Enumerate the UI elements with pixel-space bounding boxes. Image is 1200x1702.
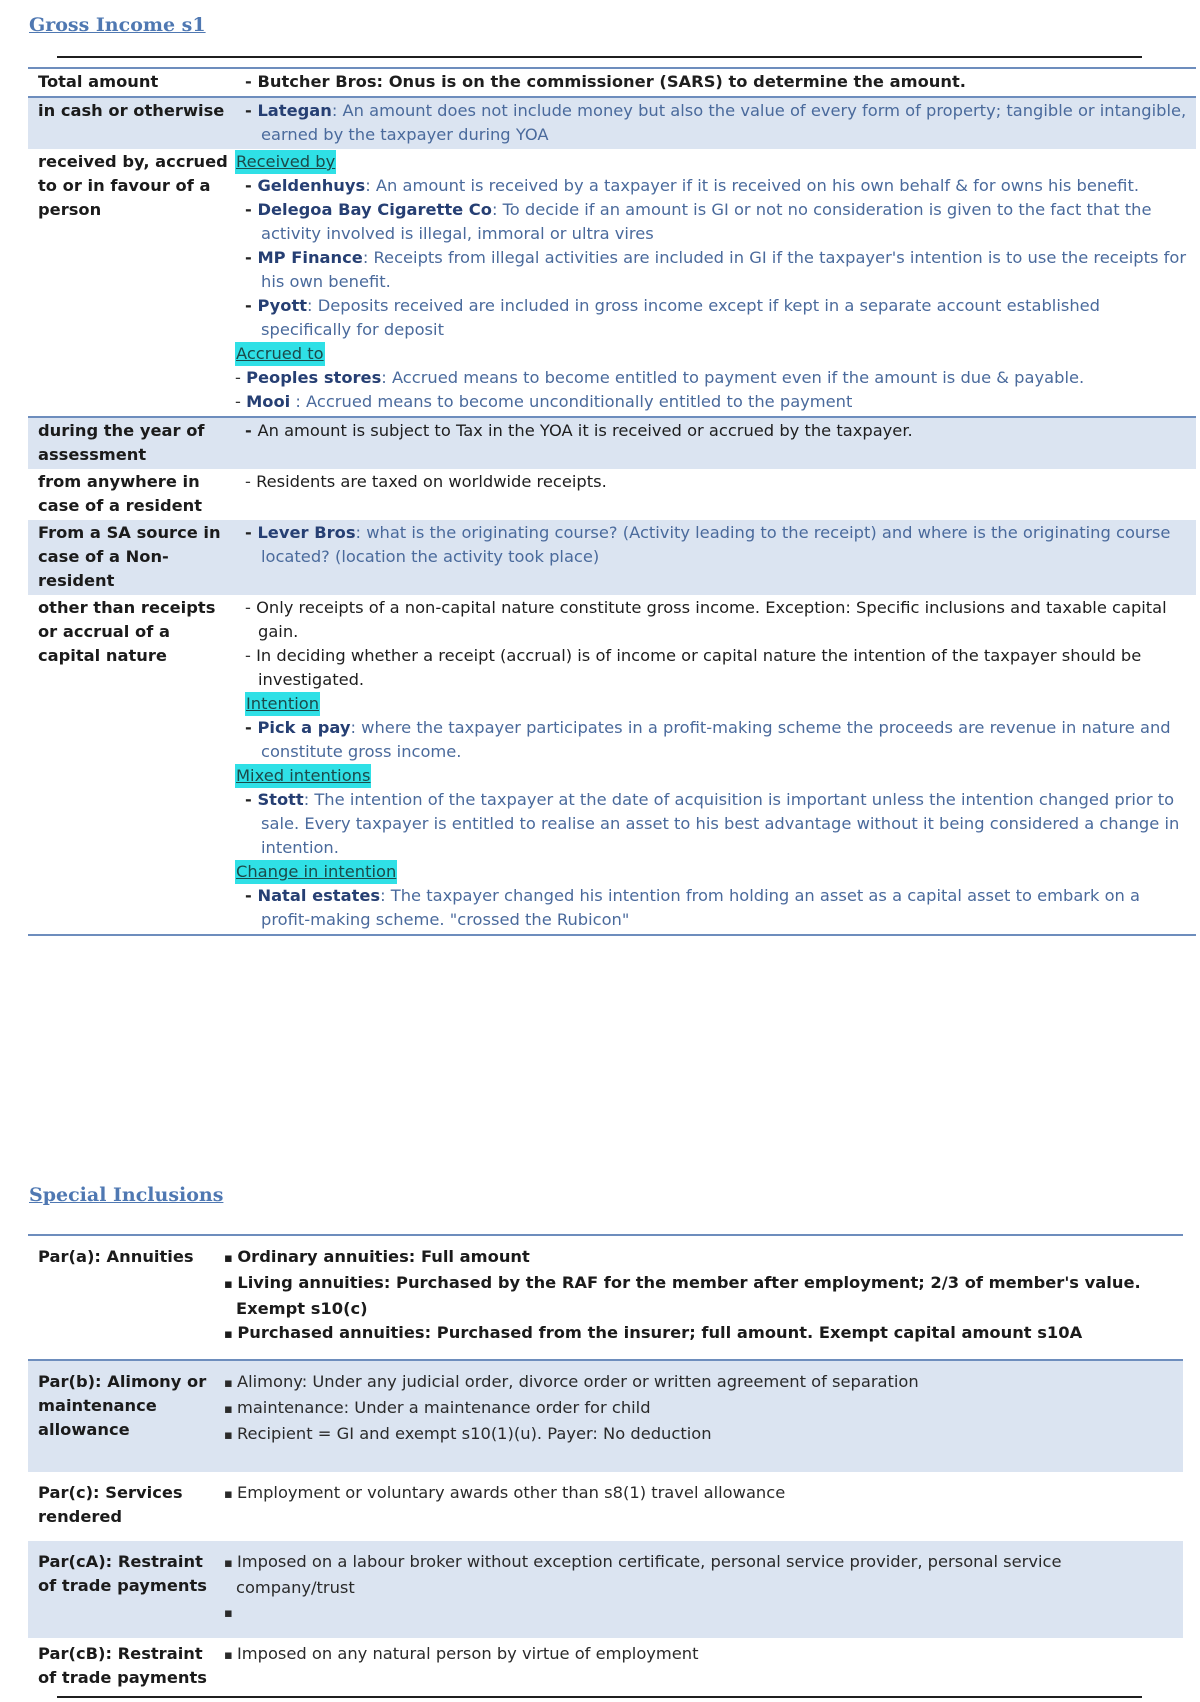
table-row-services bbox=[28, 1472, 1183, 1541]
list-item: - Residents are taxed on worldwide receipts. bbox=[245, 470, 1190, 494]
list-item: ▪ Purchased annuities: Purchased from the insurer; full amount. Exempt capital amount s10A bbox=[224, 1321, 1177, 1347]
term-cell: Par(cB): Restraint of trade payments bbox=[38, 1644, 207, 1687]
table-row-resident bbox=[28, 469, 1196, 520]
term-cell: Par(c): Services rendered bbox=[38, 1483, 183, 1526]
list-item: ▪ Employment or voluntary awards other than s8(1) travel allowance bbox=[224, 1481, 1177, 1507]
table-row-alimony bbox=[28, 1360, 1183, 1472]
list-item: - Peoples stores: Accrued means to become entitled to payment even if the amount is due & payable. bbox=[235, 366, 1190, 390]
intention-heading: Intention bbox=[245, 692, 320, 716]
term-cell: Total amount bbox=[28, 68, 235, 97]
bottom-divider bbox=[57, 1696, 1142, 1698]
list-item: - Natal estates: The taxpayer changed his intention from holding an asset as a capital asset to embark on a profit-making scheme. "crossed the Rubicon" bbox=[245, 884, 1190, 932]
definition-cell bbox=[235, 469, 1196, 520]
change-in-intention-heading: Change in intention bbox=[235, 860, 397, 884]
definition-cell bbox=[214, 1638, 1183, 1702]
list-item: ▪ maintenance: Under a maintenance order for child bbox=[224, 1396, 1177, 1422]
term-cell: other than receipts or accrual of a capital nature bbox=[28, 595, 235, 935]
table-row-year-of-assessment bbox=[28, 417, 1196, 469]
definition-cell bbox=[214, 1235, 1183, 1360]
table-row-total-amount bbox=[28, 68, 1196, 97]
list-item: - An amount is subject to Tax in the YOA it is received or accrued by the taxpayer. bbox=[245, 419, 1190, 443]
list-item: - MP Finance: Receipts from illegal activities are included in GI if the taxpayer's intention is to use the receipts for his own benefit. bbox=[245, 246, 1190, 294]
gross-income-table bbox=[28, 67, 1196, 936]
list-item: - Stott: The intention of the taxpayer at the date of acquisition is important unless the intention changed prior to sale. Every taxpayer is entitled to realise an asset to his best advantage without it being considered a change in intention. bbox=[245, 788, 1190, 860]
term-cell: in cash or otherwise bbox=[28, 97, 235, 149]
accrued-to-heading: Accrued to bbox=[235, 342, 325, 366]
special-inclusions-heading: Special Inclusions bbox=[29, 1184, 224, 1206]
definition-cell bbox=[235, 595, 1196, 935]
mixed-intentions-heading: Mixed intentions bbox=[235, 764, 371, 788]
list-item: ▪ Living annuities: Purchased by the RAF for the member after employment; 2/3 of member's value. Exempt s10(c) bbox=[224, 1271, 1177, 1321]
definition-cell bbox=[214, 1472, 1183, 1541]
term-cell: received by, accrued to or in favour of a person bbox=[38, 152, 228, 219]
list-item: - Lever Bros: what is the originating course? (Activity leading to the receipt) and where is the originating course located? (location the activity took place) bbox=[245, 521, 1190, 569]
list-item: - Geldenhuys: An amount is received by a taxpayer if it is received on his own behalf & for owns his benefit. bbox=[245, 174, 1190, 198]
definition-cell bbox=[235, 97, 1196, 149]
definition-cell bbox=[235, 149, 1196, 417]
term-cell: Par(cA): Restraint of trade payments bbox=[28, 1541, 214, 1638]
table-row-cash bbox=[28, 97, 1196, 149]
list-item bbox=[224, 1600, 1177, 1626]
special-inclusions-table bbox=[28, 1234, 1183, 1702]
term-cell: Par(b): Alimony or maintenance allowance bbox=[28, 1360, 214, 1472]
list-item: ▪ Recipient = GI and exempt s10(1)(u). Payer: No deduction bbox=[224, 1422, 1177, 1448]
list-item: - Lategan: An amount does not include money but also the value of every form of property; tangible or intangible, earned by the taxpayer during YOA bbox=[245, 99, 1190, 147]
received-by-heading: Received by bbox=[235, 150, 336, 174]
list-item: - Only receipts of a non-capital nature constitute gross income. Exception: Specific inclusions and taxable capital gain. bbox=[245, 596, 1190, 644]
gross-income-heading: Gross Income s1 bbox=[29, 14, 206, 36]
table-row-sa-source bbox=[28, 520, 1196, 595]
top-divider bbox=[57, 56, 1142, 58]
table-row-received bbox=[28, 149, 1196, 417]
list-item: ▪ Imposed on any natural person by virtue of employment bbox=[224, 1642, 1177, 1668]
term-cell: from anywhere in case of a resident bbox=[38, 472, 203, 515]
list-item: ▪ Imposed on a labour broker without exception certificate, personal service provider, personal service company/trust bbox=[224, 1550, 1177, 1600]
definition-cell bbox=[214, 1360, 1183, 1472]
table-row-capital-nature bbox=[28, 595, 1196, 935]
list-item: ▪ Alimony: Under any judicial order, divorce order or written agreement of separation bbox=[224, 1370, 1177, 1396]
term-cell: during the year of assessment bbox=[28, 417, 235, 469]
table-row-restraint-cb bbox=[28, 1638, 1183, 1702]
definition-cell bbox=[235, 417, 1196, 469]
term-cell: Par(a): Annuities bbox=[28, 1235, 214, 1360]
list-item: - Pick a pay: where the taxpayer participates in a profit-making scheme the proceeds are revenue in nature and constitute gross income. bbox=[245, 716, 1190, 764]
list-item: - Delegoa Bay Cigarette Co: To decide if an amount is GI or not no consideration is given to the fact that the activity involved is illegal, immoral or ultra vires bbox=[245, 198, 1190, 246]
list-item: - Butcher Bros: Onus is on the commissioner (SARS) to determine the amount. bbox=[245, 70, 1190, 94]
list-item: - Pyott: Deposits received are included in gross income except if kept in a separate account established specifically for deposit bbox=[245, 294, 1190, 342]
list-item: - In deciding whether a receipt (accrual) is of income or capital nature the intention of the taxpayer should be investigated. bbox=[245, 644, 1190, 692]
definition-cell bbox=[235, 68, 1196, 97]
list-item: - Mooi : Accrued means to become unconditionally entitled to the payment bbox=[235, 390, 1190, 414]
definition-cell bbox=[214, 1541, 1183, 1638]
table-row-annuities bbox=[28, 1235, 1183, 1360]
term-cell: From a SA source in case of a Non-resident bbox=[28, 520, 235, 595]
list-item: ▪ Ordinary annuities: Full amount bbox=[224, 1245, 1177, 1271]
table-row-restraint-ca bbox=[28, 1541, 1183, 1638]
definition-cell bbox=[235, 520, 1196, 595]
